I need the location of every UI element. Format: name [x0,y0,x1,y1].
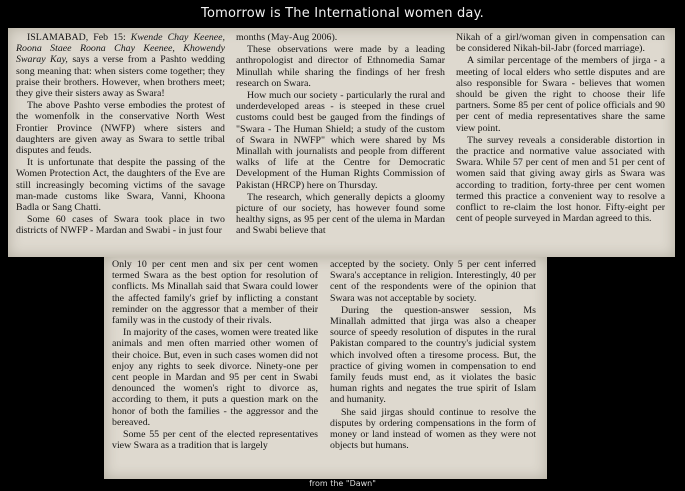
paragraph: The survey reveals a considerable distortion in the practice and normative value associated with Swara. While 57 per cent of men and 51 per cent of women said that giving away girls as Swara was according to tradition, forty-three per cent women termed this practice a convenient way to resolve a conflict to re-claim the lost honor. Fifty-eight per cent of people surveyed in Mardan agreed to this. [456,134,665,225]
page-title: Tomorrow is The International women day. [201,6,484,21]
paragraph: A similar percentage of the members of jirga - a meeting of local elders who settle disputes and are also responsible for Swara - believes that women should be given the right to choose their life partners. Some 85 per cent of police officials and 90 per cent of media representatives share the same view point. [456,55,665,134]
paragraph: How much our society - particularly the rural and underdeveloped areas - is steeped in these cruel customs could best be gauged from the findings of "Swara - The Human Shield; a study of the custom of Swara in NWFP" which were shared by Ms Minallah with journalists and people from different walks of life at the Centre for Democratic Development of the Human Rights Commission of Pakistan (HRCP) here on Thursday. [236,90,445,191]
article-column-1 [16,32,225,257]
dateline: ISLAMABAD, Feb 15: [27,32,126,43]
paragraph: Only 10 per cent men and six per cent women termed Swara as the best option for resolution of conflicts. Ms Minallah said that Swara could lower the affected family's grief by inflicting a constant reminder on the aggressor that a member of their family was in the custody of their rivals. [112,259,318,327]
source-caption: from the "Dawn" [309,479,376,488]
pashto-verse: Kwende Chay Keenee, Roona Staee Roona Chay Keenee, Khowendy Swaray Kay, [16,32,225,66]
newspaper-clipping-top [8,28,675,257]
paragraph: It is unfortunate that despite the passing of the Women Protection Act, the daughters of the Eve are still increasingly becoming victims of the savage man-made customs like Swara, Vanni, Khoona Badla or Sang Chatti. [16,157,225,214]
article-column-2 [236,32,445,257]
paragraph: Some 60 cases of Swara took place in two districts of NWFP - Mardan and Swabi - in just four [16,214,225,237]
newspaper-clipping-bottom [104,257,547,479]
paragraph: Nikah of a girl/woman given in compensation can be considered Nikah-bil-Jabr (forced marriage). [456,32,665,55]
paragraph: The research, which generally depicts a gloomy picture of our society, has however found some healthy signs, as 95 per cent of the ulema in Mardan and Swabi believe that [236,191,445,237]
paragraph: Some 55 per cent of the elected representatives view Swara as a tradition that is largely [112,429,318,452]
article-column-4 [112,259,318,479]
paragraph: In majority of the cases, women were treated like animals and men often married other women of their choice. But, even in such cases women did not enjoy any rights to seek divorce. Ninety-one per cent people in Mardan and 95 per cent in Swabi denounced the women's right to divorce as, according to them, it puts a question mark on the honor of both the families - the aggressor and the bereaved. [112,327,318,428]
paragraph-lead [16,32,225,99]
article-column-5 [330,259,536,479]
paragraph: These observations were made by a leading anthropologist and director of Ethnomedia Samar Minullah while sharing the findings of her fresh research on Swara. [236,44,445,89]
paragraph: months (May-Aug 2006). [236,32,338,43]
article-column-3 [456,32,665,257]
paragraph: accepted by the society. Only 5 per cent inferred Swara's acceptance in religion. Interestingly, 40 per cent of the respondents were of the opinion that Swara was not acceptable by society. [330,259,536,304]
lead-text: says a verse from a Pashto wedding song meaning that: when sisters come together; they praise their brothers. However, when brothers meet; they give their sisters away as Swara! [16,54,225,100]
paragraph: During the question-answer session, Ms Minallah admitted that jirga was also a cheaper source of speedy resolution of disputes in the rural Pakistan compared to the country's judicial system which involved often a tiresome process. But, the practice of giving women in compensation to end family feuds must end, as it violates the basic human rights and negates the true spirit of Islam and humanity. [330,304,536,406]
paragraph: She said jirgas should continue to resolve the disputes by ordering compensations in the form of money or land instead of women as they were not objects but humans. [330,406,536,452]
paragraph: The above Pashto verse embodies the protest of the womenfolk in the conservative North West Frontier Province (NWFP) where sisters and daughters are given away as Swara to settle tribal disputes and feuds. [16,100,225,157]
